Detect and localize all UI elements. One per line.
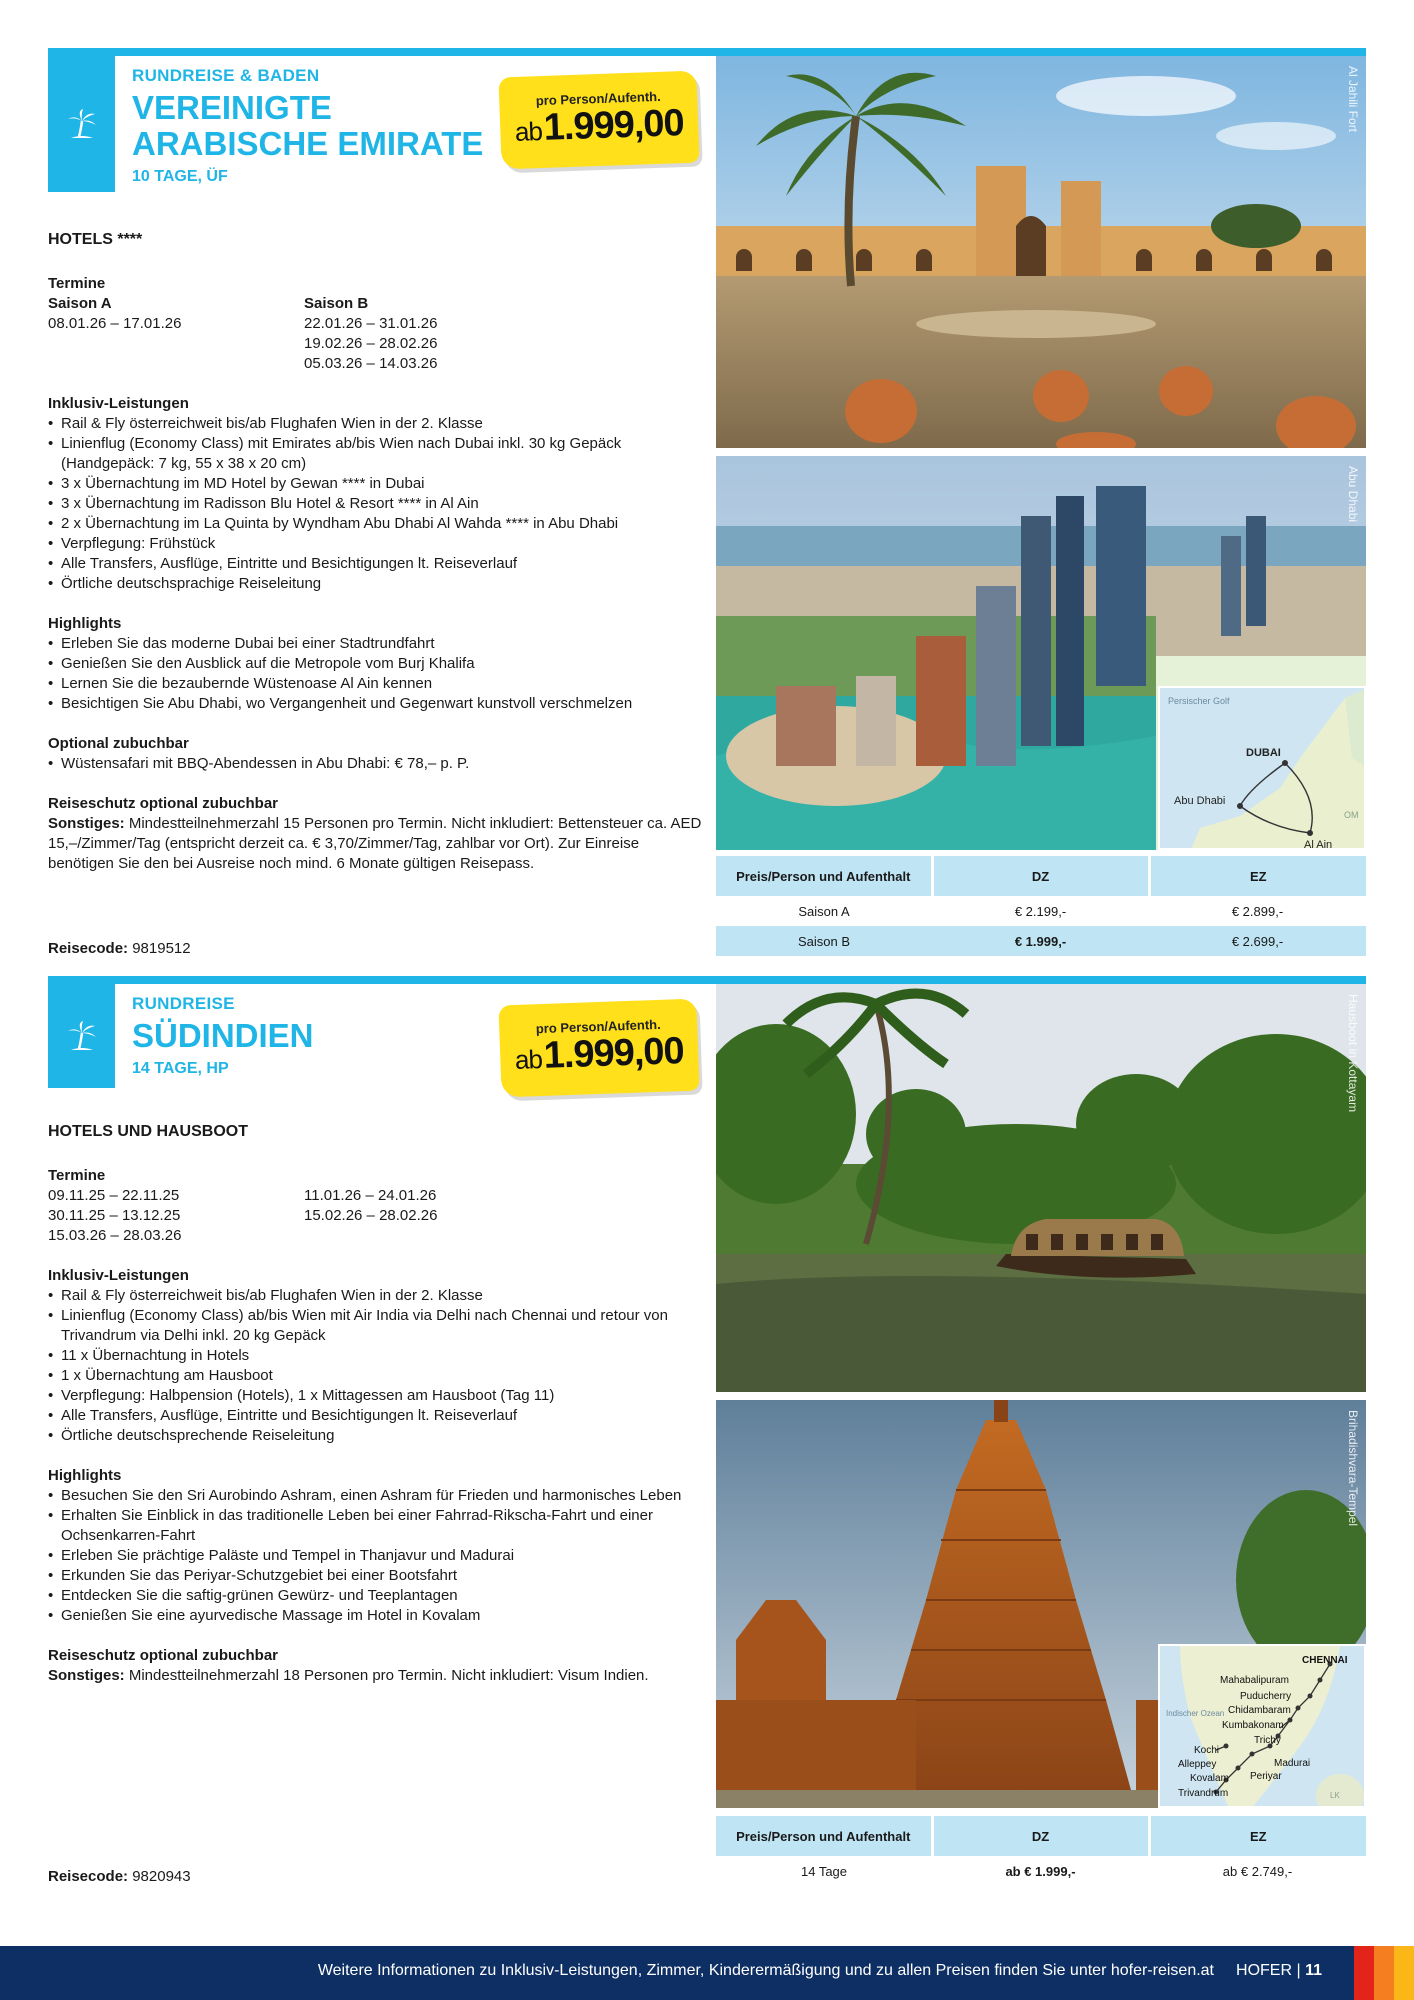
inklusiv-block bbox=[48, 394, 708, 594]
dates-col-b bbox=[304, 294, 560, 374]
date-item: 30.11.25 – 13.12.25 bbox=[48, 1207, 181, 1224]
table-cell: € 2.699,- bbox=[1149, 926, 1366, 956]
footer-stripes bbox=[1354, 1946, 1414, 2000]
inklusiv-label: Inklusiv-Leistungen bbox=[48, 395, 189, 412]
reisecode: Reisecode: 9820943 bbox=[48, 1868, 191, 1885]
price-badge-value: ab1.999,00 bbox=[514, 102, 685, 149]
map-label-chidambaram: Chidambaram bbox=[1228, 1705, 1291, 1716]
map-label-alain: Al Ain bbox=[1304, 839, 1333, 850]
sonstiges-text: Sonstiges: Mindestteilnehmerzahl 15 Personen pro Termin. Nicht inkludiert: Bettensteuer ca. AED 15,–/Zimmer/Tag (entspricht derzeit ca. € 3,70/Zimmer/Tag, zahlbar vor Ort). Zur Einreise benötigen Sie den bei Ausreise noch mind. 6 Monate gültigen Reisepass. bbox=[48, 815, 702, 872]
price-table bbox=[716, 1816, 1366, 1886]
trip-uae bbox=[48, 48, 1366, 960]
termine-label: Termine bbox=[48, 1167, 106, 1184]
highlights-label: Highlights bbox=[48, 1467, 122, 1484]
palm-tree-icon bbox=[65, 107, 99, 141]
dates-col-2 bbox=[304, 1186, 560, 1246]
list-item: • Linienflug (Economy Class) ab/bis Wien mit Air India via Delhi nach Chennai und retour von Trivandrum via Delhi inkl. 20 kg Gepäck bbox=[48, 1306, 708, 1346]
optional-label: Optional zubuchbar bbox=[48, 735, 189, 752]
saison-a-label: Saison A bbox=[48, 295, 112, 312]
list-item: • 3 x Übernachtung im Radisson Blu Hotel & Resort **** in Al Ain bbox=[48, 494, 708, 514]
stripe-red bbox=[1354, 1946, 1374, 2000]
palm-icon-box bbox=[48, 984, 115, 1088]
footer-brand: HOFER | 11 bbox=[1236, 1962, 1322, 1979]
palm-icon-box bbox=[48, 56, 115, 192]
highlights-block bbox=[48, 1466, 708, 1626]
trip-kicker: RUNDREISE bbox=[132, 994, 235, 1013]
list-item: • Wüstensafari mit BBQ-Abendessen in Abu Dhabi: € 78,– p. P. bbox=[48, 754, 708, 774]
date-item: 09.11.25 – 22.11.25 bbox=[48, 1187, 180, 1204]
table-header: DZ bbox=[932, 1816, 1149, 1856]
list-item: • Linienflug (Economy Class) mit Emirates ab/bis Wien nach Dubai inkl. 30 kg Gepäck (Handgepäck: 7 kg, 55 x 38 x 20 cm) bbox=[48, 434, 708, 474]
map-uae bbox=[1158, 686, 1366, 850]
trip-header bbox=[132, 66, 512, 186]
price-table-header bbox=[716, 1816, 1366, 1856]
table-cell: Saison B bbox=[716, 926, 932, 956]
date-item: 05.03.26 – 14.03.26 bbox=[304, 355, 438, 372]
map-label-kovalam: Kovalam bbox=[1190, 1773, 1229, 1784]
sonstiges-text: Sonstiges: Mindestteilnehmerzahl 18 Personen pro Termin. Nicht inkludiert: Visum Indien. bbox=[48, 1667, 649, 1684]
map-south-india bbox=[1158, 1644, 1366, 1808]
highlights-block bbox=[48, 614, 708, 714]
dates-col-a bbox=[48, 294, 304, 374]
date-item: 11.01.26 – 24.01.26 bbox=[304, 1187, 437, 1204]
list-item: • Verpflegung: Halbpension (Hotels), 1 x Mittagessen am Hausboot (Tag 11) bbox=[48, 1386, 708, 1406]
table-cell: € 1.999,- bbox=[932, 926, 1149, 956]
photo-caption: Al Jahili Fort bbox=[1346, 66, 1360, 133]
photo-caption: Hausboot in Kottayam bbox=[1346, 994, 1360, 1113]
map-label-alleppey: Alleppey bbox=[1178, 1759, 1217, 1770]
map-label-lk: LK bbox=[1330, 1791, 1340, 1800]
map-label-gulf: Persischer Golf bbox=[1168, 696, 1230, 706]
date-item: 19.02.26 – 28.02.26 bbox=[304, 335, 438, 352]
list-item: • Erleben Sie das moderne Dubai bei einer Stadtrundfahrt bbox=[48, 634, 708, 654]
price-badge-label: pro Person/Aufenth. bbox=[535, 1016, 661, 1037]
list-item: • 2 x Übernachtung im La Quinta by Wyndham Abu Dhabi Al Wahda **** in Abu Dhabi bbox=[48, 514, 708, 534]
trip-details bbox=[48, 230, 708, 874]
photo-caption: Abu Dhabi bbox=[1346, 466, 1360, 523]
trip-header bbox=[132, 994, 512, 1078]
optional-block bbox=[48, 734, 708, 774]
trip-title-line2: ARABISCHE EMIRATE bbox=[132, 125, 484, 162]
list-item: • Lernen Sie die bezaubernde Wüstenoase Al Ain kennen bbox=[48, 674, 708, 694]
list-item: • Erleben Sie prächtige Paläste und Tempel in Thanjavur und Madurai bbox=[48, 1546, 708, 1566]
map-label-trichy: Trichy bbox=[1254, 1735, 1281, 1746]
dates-col-1 bbox=[48, 1186, 304, 1246]
list-item: • Örtliche deutschsprachige Reiseleitung bbox=[48, 574, 708, 594]
hotels-heading: HOTELS **** bbox=[48, 231, 143, 248]
table-cell: ab € 1.999,- bbox=[1005, 1863, 1076, 1879]
map-label-ocean: Indischer Ozean bbox=[1166, 1709, 1225, 1718]
termine-label: Termine bbox=[48, 275, 106, 292]
date-item: 08.01.26 – 17.01.26 bbox=[48, 315, 182, 332]
map-label-puducherry: Puducherry bbox=[1240, 1691, 1292, 1702]
table-cell: € 2.199,- bbox=[1014, 903, 1067, 919]
trip-title-line1: VEREINIGTE bbox=[132, 89, 332, 126]
inklusiv-label: Inklusiv-Leistungen bbox=[48, 1267, 189, 1284]
trip-duration: 10 TAGE, ÜF bbox=[132, 168, 228, 185]
highlights-list bbox=[48, 1486, 708, 1626]
reisecode: Reisecode: 9819512 bbox=[48, 940, 191, 957]
footer-text: Weitere Informationen zu Inklusiv-Leistungen, Zimmer, Kinderermäßigung und zu allen Preisen finden Sie unter hofer-reisen.at bbox=[317, 1962, 1214, 1979]
trip-title: SÜDINDIEN bbox=[132, 1017, 314, 1054]
highlights-label: Highlights bbox=[48, 615, 122, 632]
list-item: • 1 x Übernachtung am Hausboot bbox=[48, 1366, 708, 1386]
list-item: • Örtliche deutschsprechende Reiseleitung bbox=[48, 1426, 708, 1446]
list-item: • 3 x Übernachtung im MD Hotel by Gewan **** in Dubai bbox=[48, 474, 708, 494]
sonstiges-block bbox=[48, 1646, 708, 1686]
table-cell: 14 Tage bbox=[800, 1863, 848, 1879]
trip-details bbox=[48, 1122, 708, 1686]
inklusiv-list bbox=[48, 414, 708, 594]
list-item: • Alle Transfers, Ausflüge, Eintritte und Besichtigungen lt. Reiseverlauf bbox=[48, 554, 708, 574]
map-label-abudhabi: Abu Dhabi bbox=[1174, 795, 1226, 807]
inklusiv-list bbox=[48, 1286, 708, 1446]
price-table bbox=[716, 856, 1366, 956]
date-item: 22.01.26 – 31.01.26 bbox=[304, 315, 438, 332]
trip-kicker: RUNDREISE & BADEN bbox=[132, 66, 320, 85]
dates-table bbox=[48, 294, 708, 374]
table-row bbox=[716, 926, 1366, 956]
date-item: 15.03.26 – 28.03.26 bbox=[48, 1227, 182, 1244]
price-badge bbox=[498, 71, 699, 170]
photo-caption: Brihadishvara-Tempel bbox=[1346, 1410, 1360, 1527]
map-label-dubai: DUBAI bbox=[1246, 747, 1281, 759]
table-cell: Saison A bbox=[798, 903, 850, 919]
map-label-kumbakonam: Kumbakonam bbox=[1222, 1720, 1284, 1731]
photo-houseboat-kottayam bbox=[716, 984, 1366, 1392]
dates-table bbox=[48, 1186, 708, 1246]
price-badge bbox=[498, 999, 699, 1098]
map-label-kochi: Kochi bbox=[1194, 1745, 1220, 1756]
map-label-madurai: Madurai bbox=[1274, 1758, 1311, 1769]
list-item: • Alle Transfers, Ausflüge, Eintritte und Besichtigungen lt. Reiseverlauf bbox=[48, 1406, 708, 1426]
trip-title bbox=[132, 90, 512, 162]
list-item: • Besuchen Sie den Sri Aurobindo Ashram, einen Ashram für Frieden und harmonisches Leben bbox=[48, 1486, 708, 1506]
list-item: • Verpflegung: Frühstück bbox=[48, 534, 708, 554]
reiseschutz-label: Reiseschutz optional zubuchbar bbox=[48, 795, 279, 812]
hotels-heading: HOTELS UND HAUSBOOT bbox=[48, 1123, 248, 1140]
trip-south-india bbox=[48, 976, 1366, 1888]
map-label-trivandrum: Trivandrum bbox=[1178, 1788, 1229, 1799]
table-cell: ab € 2.749,- bbox=[1222, 1863, 1293, 1879]
saison-b-label: Saison B bbox=[304, 295, 369, 312]
reiseschutz-label: Reiseschutz optional zubuchbar bbox=[48, 1647, 279, 1664]
table-row bbox=[716, 1856, 1366, 1886]
stripe-yellow bbox=[1394, 1946, 1414, 2000]
map-label-om: OM bbox=[1344, 810, 1359, 820]
section-topline bbox=[48, 976, 1366, 984]
price-table-header bbox=[716, 856, 1366, 896]
page-footer bbox=[0, 1946, 1414, 2000]
inklusiv-block bbox=[48, 1266, 708, 1446]
price-badge-value: ab1.999,00 bbox=[514, 1030, 685, 1077]
list-item: • Entdecken Sie die saftig-grünen Gewürz- und Teeplantagen bbox=[48, 1586, 708, 1606]
palm-tree-icon bbox=[65, 1019, 99, 1053]
list-item: • 11 x Übernachtung in Hotels bbox=[48, 1346, 708, 1366]
map-label-mahabalipuram: Mahabalipuram bbox=[1220, 1675, 1289, 1686]
photo-al-jahili-fort bbox=[716, 56, 1366, 448]
date-item: 15.02.26 – 28.02.26 bbox=[304, 1207, 438, 1224]
sonstiges-block bbox=[48, 794, 708, 874]
table-cell: € 2.899,- bbox=[1231, 903, 1284, 919]
trip-duration: 14 TAGE, HP bbox=[132, 1060, 229, 1077]
table-row bbox=[716, 896, 1366, 926]
table-header: EZ bbox=[1149, 1816, 1366, 1856]
table-header: EZ bbox=[1149, 856, 1366, 896]
list-item: • Erkunden Sie das Periyar-Schutzgebiet bei einer Bootsfahrt bbox=[48, 1566, 708, 1586]
list-item: • Erhalten Sie Einblick in das traditionelle Leben bei einer Fahrrad-Rikscha-Fahrt und einer Ochsenkarren-Fahrt bbox=[48, 1506, 708, 1546]
list-item: • Rail & Fly österreichweit bis/ab Flughafen Wien in der 2. Klasse bbox=[48, 1286, 708, 1306]
stripe-orange bbox=[1374, 1946, 1394, 2000]
table-header: Preis/Person und Aufenthalt bbox=[716, 1816, 932, 1856]
price-badge-label: pro Person/Aufenth. bbox=[535, 88, 661, 109]
list-item: • Genießen Sie den Ausblick auf die Metropole vom Burj Khalifa bbox=[48, 654, 708, 674]
table-header: Preis/Person und Aufenthalt bbox=[716, 856, 932, 896]
optional-list bbox=[48, 754, 708, 774]
list-item: • Besichtigen Sie Abu Dhabi, wo Vergangenheit und Gegenwart kunstvoll verschmelzen bbox=[48, 694, 708, 714]
list-item: • Genießen Sie eine ayurvedische Massage im Hotel in Kovalam bbox=[48, 1606, 708, 1626]
list-item: • Rail & Fly österreichweit bis/ab Flughafen Wien in der 2. Klasse bbox=[48, 414, 708, 434]
map-label-chennai: CHENNAI bbox=[1302, 1655, 1348, 1666]
highlights-list bbox=[48, 634, 708, 714]
map-label-periyar: Periyar bbox=[1250, 1771, 1282, 1782]
table-header: DZ bbox=[932, 856, 1149, 896]
section-topline bbox=[48, 48, 1366, 56]
